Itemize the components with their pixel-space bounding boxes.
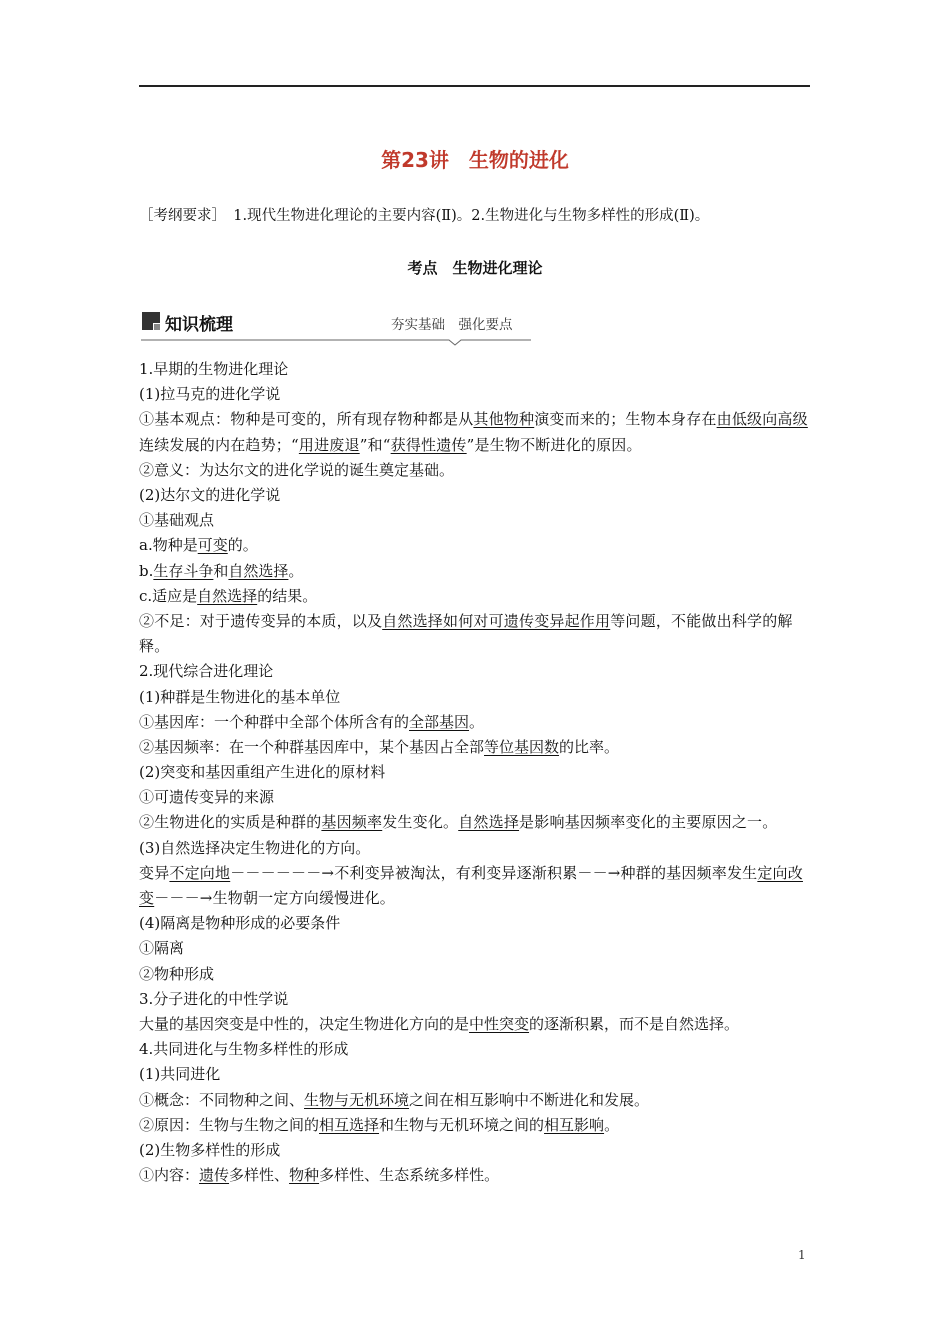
blank-answer: 获得性遗传 (390, 435, 467, 454)
item-concept: ①概念：不同物种之间、生物与无机环境之间在相互影响中不断进化和发展。 (139, 1090, 650, 1109)
section-subtitle: 夯实基础 强化要点 (391, 317, 513, 333)
heading-isolation: (4)隔离是物种形成的必要条件 (139, 914, 341, 933)
blank-answer: 定向改变 (139, 863, 803, 908)
section-divider (141, 338, 531, 346)
heading-biodiversity: (2)生物多样性的形成 (139, 1140, 281, 1159)
heading-common-evolution: (1)共同进化 (139, 1065, 221, 1084)
item-b: b.生存斗争和自然选择。 (139, 561, 304, 580)
section-square-icon (142, 312, 160, 330)
blank-answer: 相互影响 (544, 1115, 605, 1134)
blank-answer: 生存斗争 (153, 561, 214, 580)
heading-basic-view: ①基础观点 (139, 511, 215, 530)
item-gene-frequency: ②基因频率：在一个种群基因库中，某个基因占全部等位基因数的比率。 (139, 737, 620, 756)
blank-answer: 物种 (289, 1166, 320, 1185)
blank-answer: 遗传 (199, 1166, 230, 1185)
heading-selection: (3)自然选择决定生物进化的方向。 (139, 838, 371, 857)
requirements-label: ［考纲要求］ (139, 208, 219, 224)
blank-answer: 其他物种 (473, 410, 535, 429)
blank-answer: 自然选择如何对可遗传变异起作用 (382, 611, 611, 630)
content-body (139, 357, 813, 1188)
blank-answer: 由低级向高级 (716, 410, 808, 429)
requirements-text: 1.现代生物进化理论的主要内容(Ⅱ)。2.生物进化与生物多样性的形成(Ⅱ)。 (218, 208, 710, 224)
blank-answer: 等位基因数 (484, 737, 560, 756)
section-header (141, 310, 531, 340)
page-title: 第23讲 生物的进化 (381, 148, 569, 172)
heading-coevolution: 4.共同进化与生物多样性的形成 (139, 1040, 349, 1059)
item-gene-pool: ①基因库：一个种群中全部个体所含有的全部基因。 (139, 712, 485, 731)
blank-answer: 生物与无机环境 (304, 1090, 410, 1109)
heading-modern-theory: 2.现代综合进化理论 (139, 662, 274, 681)
blank-answer: 自然选择 (228, 561, 289, 580)
page-number: 1 (798, 1248, 806, 1262)
heading-neutral-theory: 3.分子进化的中性学说 (139, 989, 289, 1008)
blank-answer: 相互选择 (319, 1115, 380, 1134)
heading-population: (1)种群是生物进化的基本单位 (139, 687, 341, 706)
paragraph-lamarck-meaning: ②意义：为达尔文的进化学说的诞生奠定基础。 (139, 460, 455, 479)
heading-early-theory: 1.早期的生物进化理论 (139, 360, 289, 378)
blank-answer: 不定向地 (169, 863, 231, 882)
paragraph-darwin-limit: ②不足：对于遗传变异的本质，以及自然选择如何对可遗传变异起作用等问题，不能做出科学的解释。 (139, 611, 793, 656)
item-isolation: ①隔离 (139, 939, 185, 958)
heading-mutation: (2)突变和基因重组产生进化的原材料 (139, 763, 386, 782)
heading-darwin: (2)达尔文的进化学说 (139, 485, 281, 504)
blank-answer: 自然选择 (197, 586, 258, 605)
blank-answer: 可变 (197, 536, 228, 555)
section-title: 知识梳理 (165, 315, 233, 335)
blank-answer: 自然选择 (458, 813, 520, 832)
blank-answer: 基因频率 (321, 813, 383, 832)
paragraph-evolution-essence: ②生物进化的实质是种群的基因频率发生变化。自然选择是影响基因频率变化的主要原因之一。 (139, 813, 778, 832)
blank-answer: 用进废退 (298, 435, 360, 454)
item-c: c.适应是自然选择的结果。 (139, 586, 318, 605)
header-rule (139, 85, 810, 87)
heading-lamarck: (1)拉马克的进化学说 (139, 385, 281, 404)
blank-answer: 全部基因 (409, 712, 470, 731)
paragraph-selection-flow: 变异不定向地－－－－－－→不利变异被淘汰，有利变异逐渐积累－－→种群的基因频率发生定向改变－－－→生物朝一定方向缓慢进化。 (139, 863, 803, 908)
exam-requirements (139, 204, 819, 225)
kaodian-heading: 考点 生物进化理论 (407, 259, 543, 277)
item-biodiversity-content: ①内容：遗传多样性、物种多样性、生态系统多样性。 (139, 1166, 500, 1185)
blank-answer: 中性突变 (469, 1014, 530, 1033)
item-speciation: ②物种形成 (139, 964, 215, 983)
paragraph-lamarck-view: ①基本观点：物种是可变的，所有现存物种都是从其他物种演变而来的；生物本身存在由低级向高级连续发展的内在趋势；“用进废退”和“获得性遗传”是生物不断进化的原因。 (139, 410, 808, 454)
item-reason: ②原因：生物与生物之间的相互选择和生物与无机环境之间的相互影响。 (139, 1115, 620, 1134)
paragraph-neutral-theory: 大量的基因突变是中性的，决定生物进化方向的是中性突变的逐渐积累，而不是自然选择。 (139, 1014, 740, 1033)
item-variation-source: ①可遗传变异的来源 (139, 788, 275, 807)
item-a: a.物种是可变的。 (139, 536, 258, 555)
